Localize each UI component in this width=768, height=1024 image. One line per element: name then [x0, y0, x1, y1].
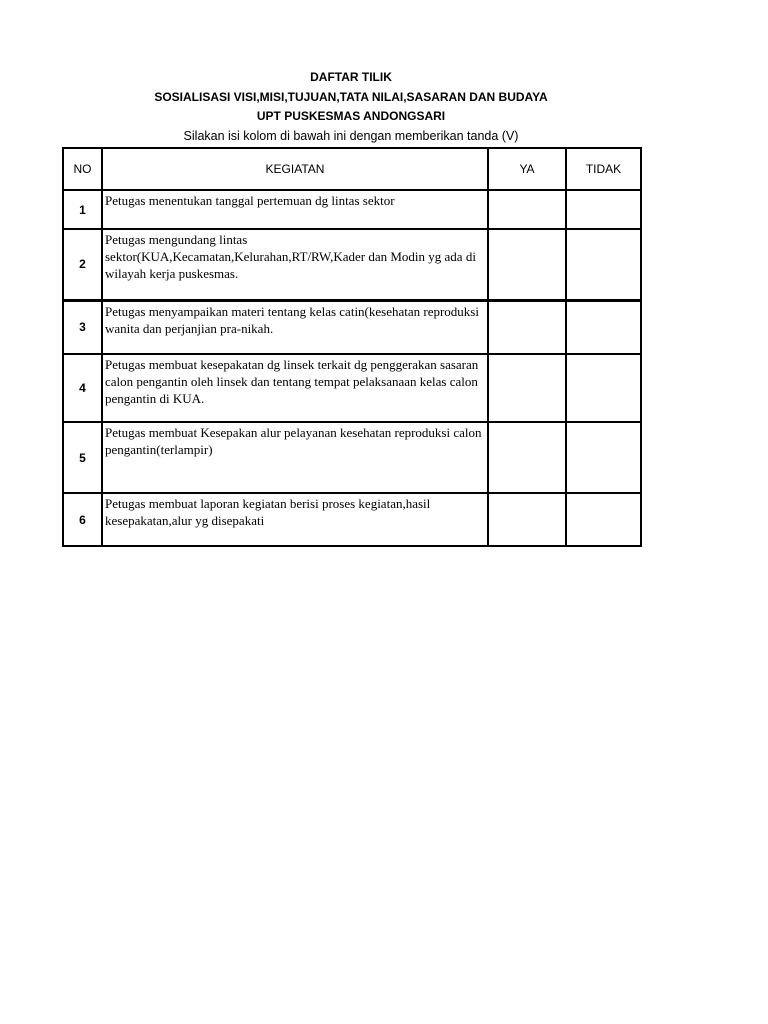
- column-header-yes: YA: [488, 148, 566, 190]
- activity-cell: Petugas menentukan tanggal pertemuan dg lintas sektor: [102, 190, 488, 229]
- yes-checkbox-cell[interactable]: [488, 190, 566, 229]
- table-row: [63, 229, 641, 300]
- row-number: 2: [63, 229, 102, 300]
- no-checkbox-cell[interactable]: [566, 422, 641, 493]
- activity-cell: Petugas membuat Kesepakan alur pelayanan kesehatan reproduksi calon pengantin(terlampir): [102, 422, 488, 493]
- no-checkbox-cell[interactable]: [566, 229, 641, 300]
- activity-cell: Petugas membuat kesepakatan dg linsek terkait dg penggerakan sasaran calon pengantin oleh linsek dan tentang tempat pelaksanaan kelas calon pengantin di KUA.: [102, 354, 488, 422]
- activity-cell: Petugas menyampaikan materi tentang kelas catin(kesehatan reproduksi wanita dan perjanjian pra-nikah.: [102, 300, 488, 354]
- column-header-no: NO: [63, 148, 102, 190]
- column-header-activity: KEGIATAN: [102, 148, 488, 190]
- no-checkbox-cell[interactable]: [566, 354, 641, 422]
- yes-checkbox-cell[interactable]: [488, 493, 566, 546]
- table-row: [63, 190, 641, 229]
- no-checkbox-cell[interactable]: [566, 190, 641, 229]
- yes-checkbox-cell[interactable]: [488, 300, 566, 354]
- yes-checkbox-cell[interactable]: [488, 354, 566, 422]
- yes-checkbox-cell[interactable]: [488, 229, 566, 300]
- column-header-no-answer: TIDAK: [566, 148, 641, 190]
- row-number: 1: [63, 190, 102, 229]
- no-checkbox-cell[interactable]: [566, 300, 641, 354]
- table-row: [63, 300, 641, 354]
- table-row: [63, 422, 641, 493]
- no-checkbox-cell[interactable]: [566, 493, 641, 546]
- row-number: 5: [63, 422, 102, 493]
- document-subtitle: SOSIALISASI VISI,MISI,TUJUAN,TATA NILAI,SASARAN DAN BUDAYA: [154, 89, 548, 104]
- activity-cell: Petugas membuat laporan kegiatan berisi proses kegiatan,hasil kesepakatan,alur yg disepakati: [102, 493, 488, 546]
- table-row: [63, 493, 641, 546]
- organization-name: UPT PUSKESMAS ANDONGSARI: [256, 109, 446, 123]
- activity-cell: Petugas mengundang lintas sektor(KUA,Kecamatan,Kelurahan,RT/RW,Kader dan Modin yg ada di wilayah kerja puskesmas.: [102, 229, 488, 300]
- table-header-row: [63, 148, 641, 190]
- checklist-table: [62, 147, 642, 547]
- table-row: [63, 354, 641, 422]
- row-number: 4: [63, 354, 102, 422]
- document-title: DAFTAR TILIK: [310, 70, 392, 84]
- document-header: [0, 68, 702, 146]
- row-number: 3: [63, 300, 102, 354]
- row-number: 6: [63, 493, 102, 546]
- yes-checkbox-cell[interactable]: [488, 422, 566, 493]
- instruction-text: Silakan isi kolom di bawah ini dengan memberikan tanda (V): [183, 128, 519, 143]
